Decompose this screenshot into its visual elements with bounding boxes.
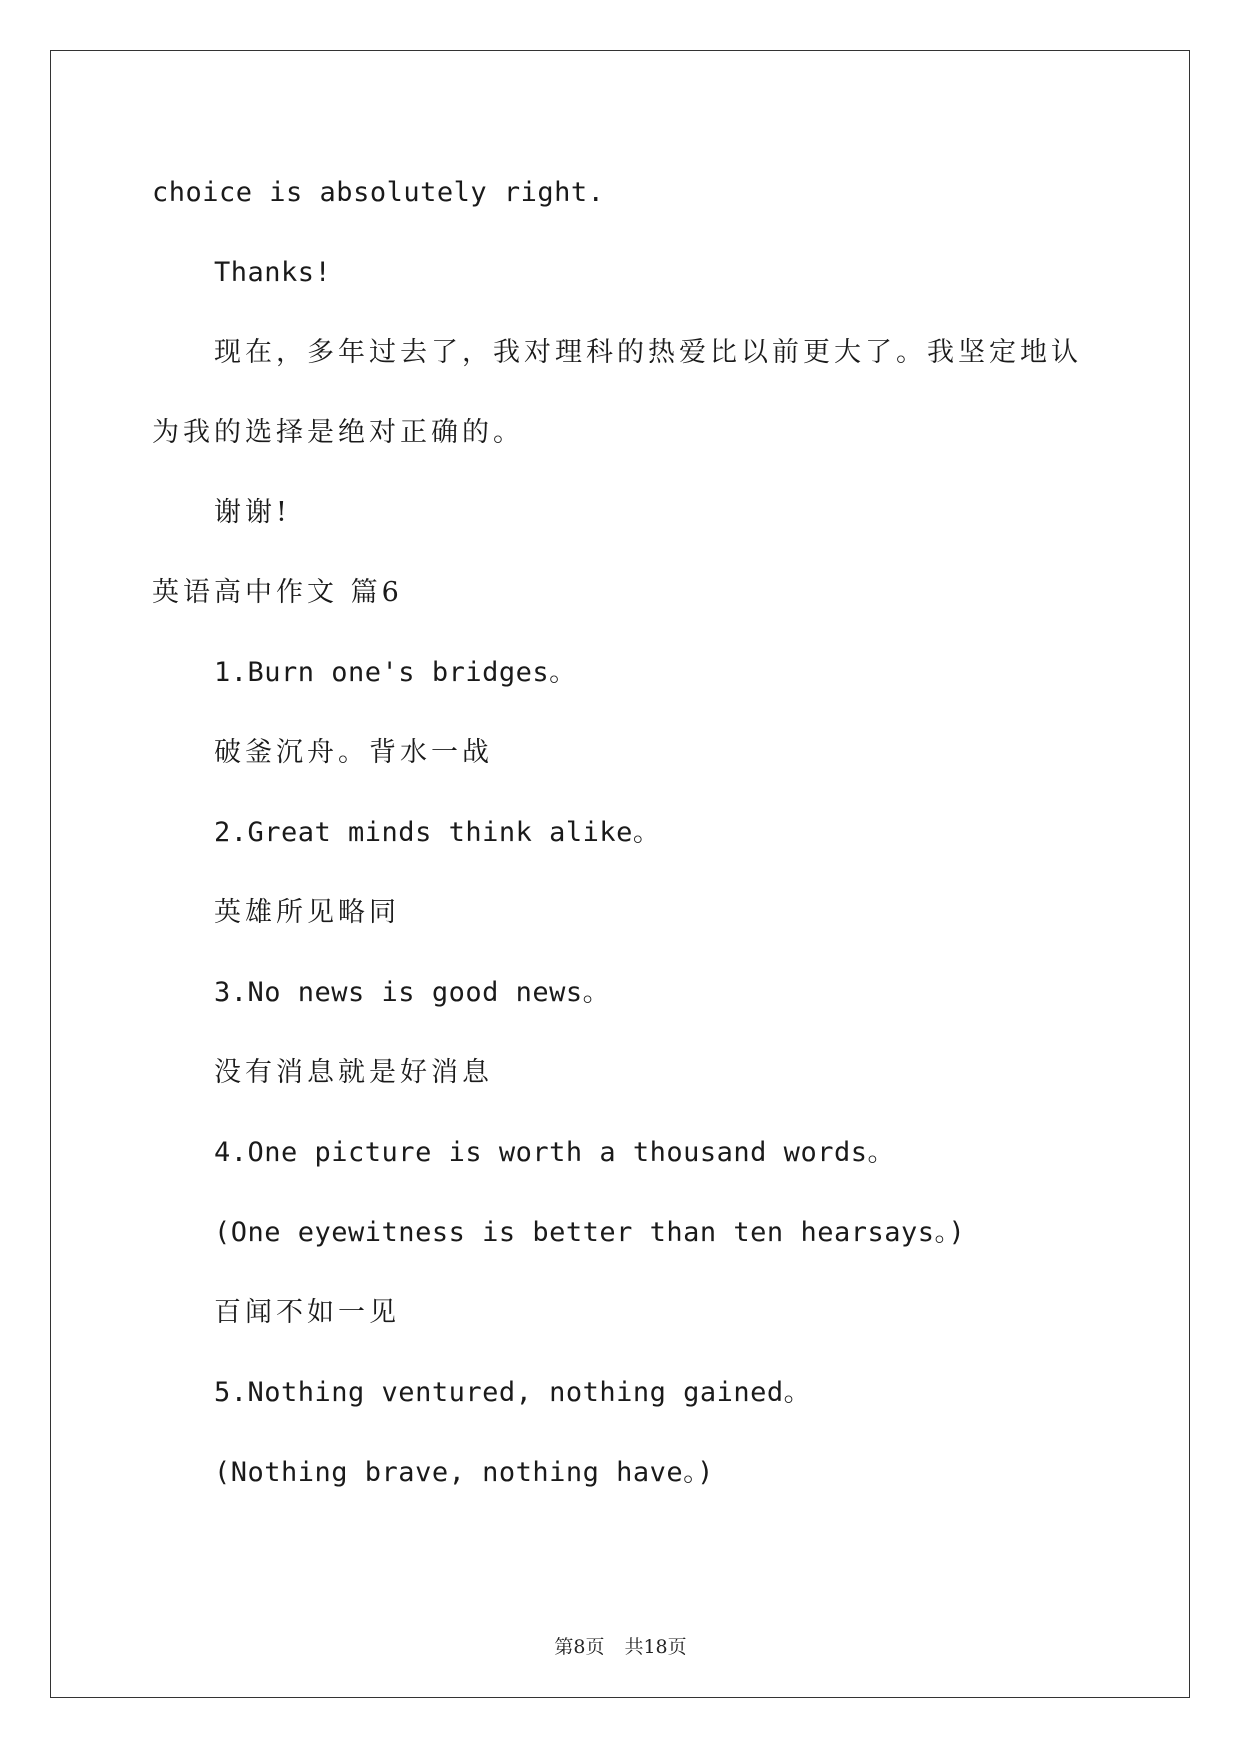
text-line: (Nothing brave, nothing have。) — [214, 1457, 714, 1488]
text-line: 5.Nothing ventured, nothing gained。 — [214, 1377, 812, 1408]
text-line: (One eyewitness is better than ten hearsays。) — [214, 1217, 966, 1248]
text-line: Thanks! — [214, 257, 332, 288]
text-line: 3.No news is good news。 — [214, 977, 611, 1008]
text-line: 破釜沉舟。背水一战 — [214, 737, 493, 768]
section-heading: 英语高中作文 篇6 — [152, 577, 403, 608]
text-line: 1.Burn one's bridges。 — [214, 657, 577, 688]
page-number: 第8页 — [554, 1636, 605, 1658]
text-line: 没有消息就是好消息 — [214, 1057, 493, 1088]
text-line: 4.One picture is worth a thousand words。 — [214, 1137, 895, 1168]
text-line: 为我的选择是绝对正确的。 — [152, 417, 524, 448]
page-footer — [0, 1632, 1241, 1659]
text-line: 2.Great minds think alike。 — [214, 817, 661, 848]
page-total: 共18页 — [624, 1636, 687, 1658]
text-line: 百闻不如一见 — [214, 1297, 400, 1328]
text-line: choice is absolutely right. — [152, 177, 605, 208]
page-border — [50, 50, 1190, 1698]
text-line: 英雄所见略同 — [214, 897, 400, 928]
text-line: 现在，多年过去了，我对理科的热爱比以前更大了。我坚定地认 — [214, 337, 1082, 368]
text-line: 谢谢! — [214, 497, 291, 528]
